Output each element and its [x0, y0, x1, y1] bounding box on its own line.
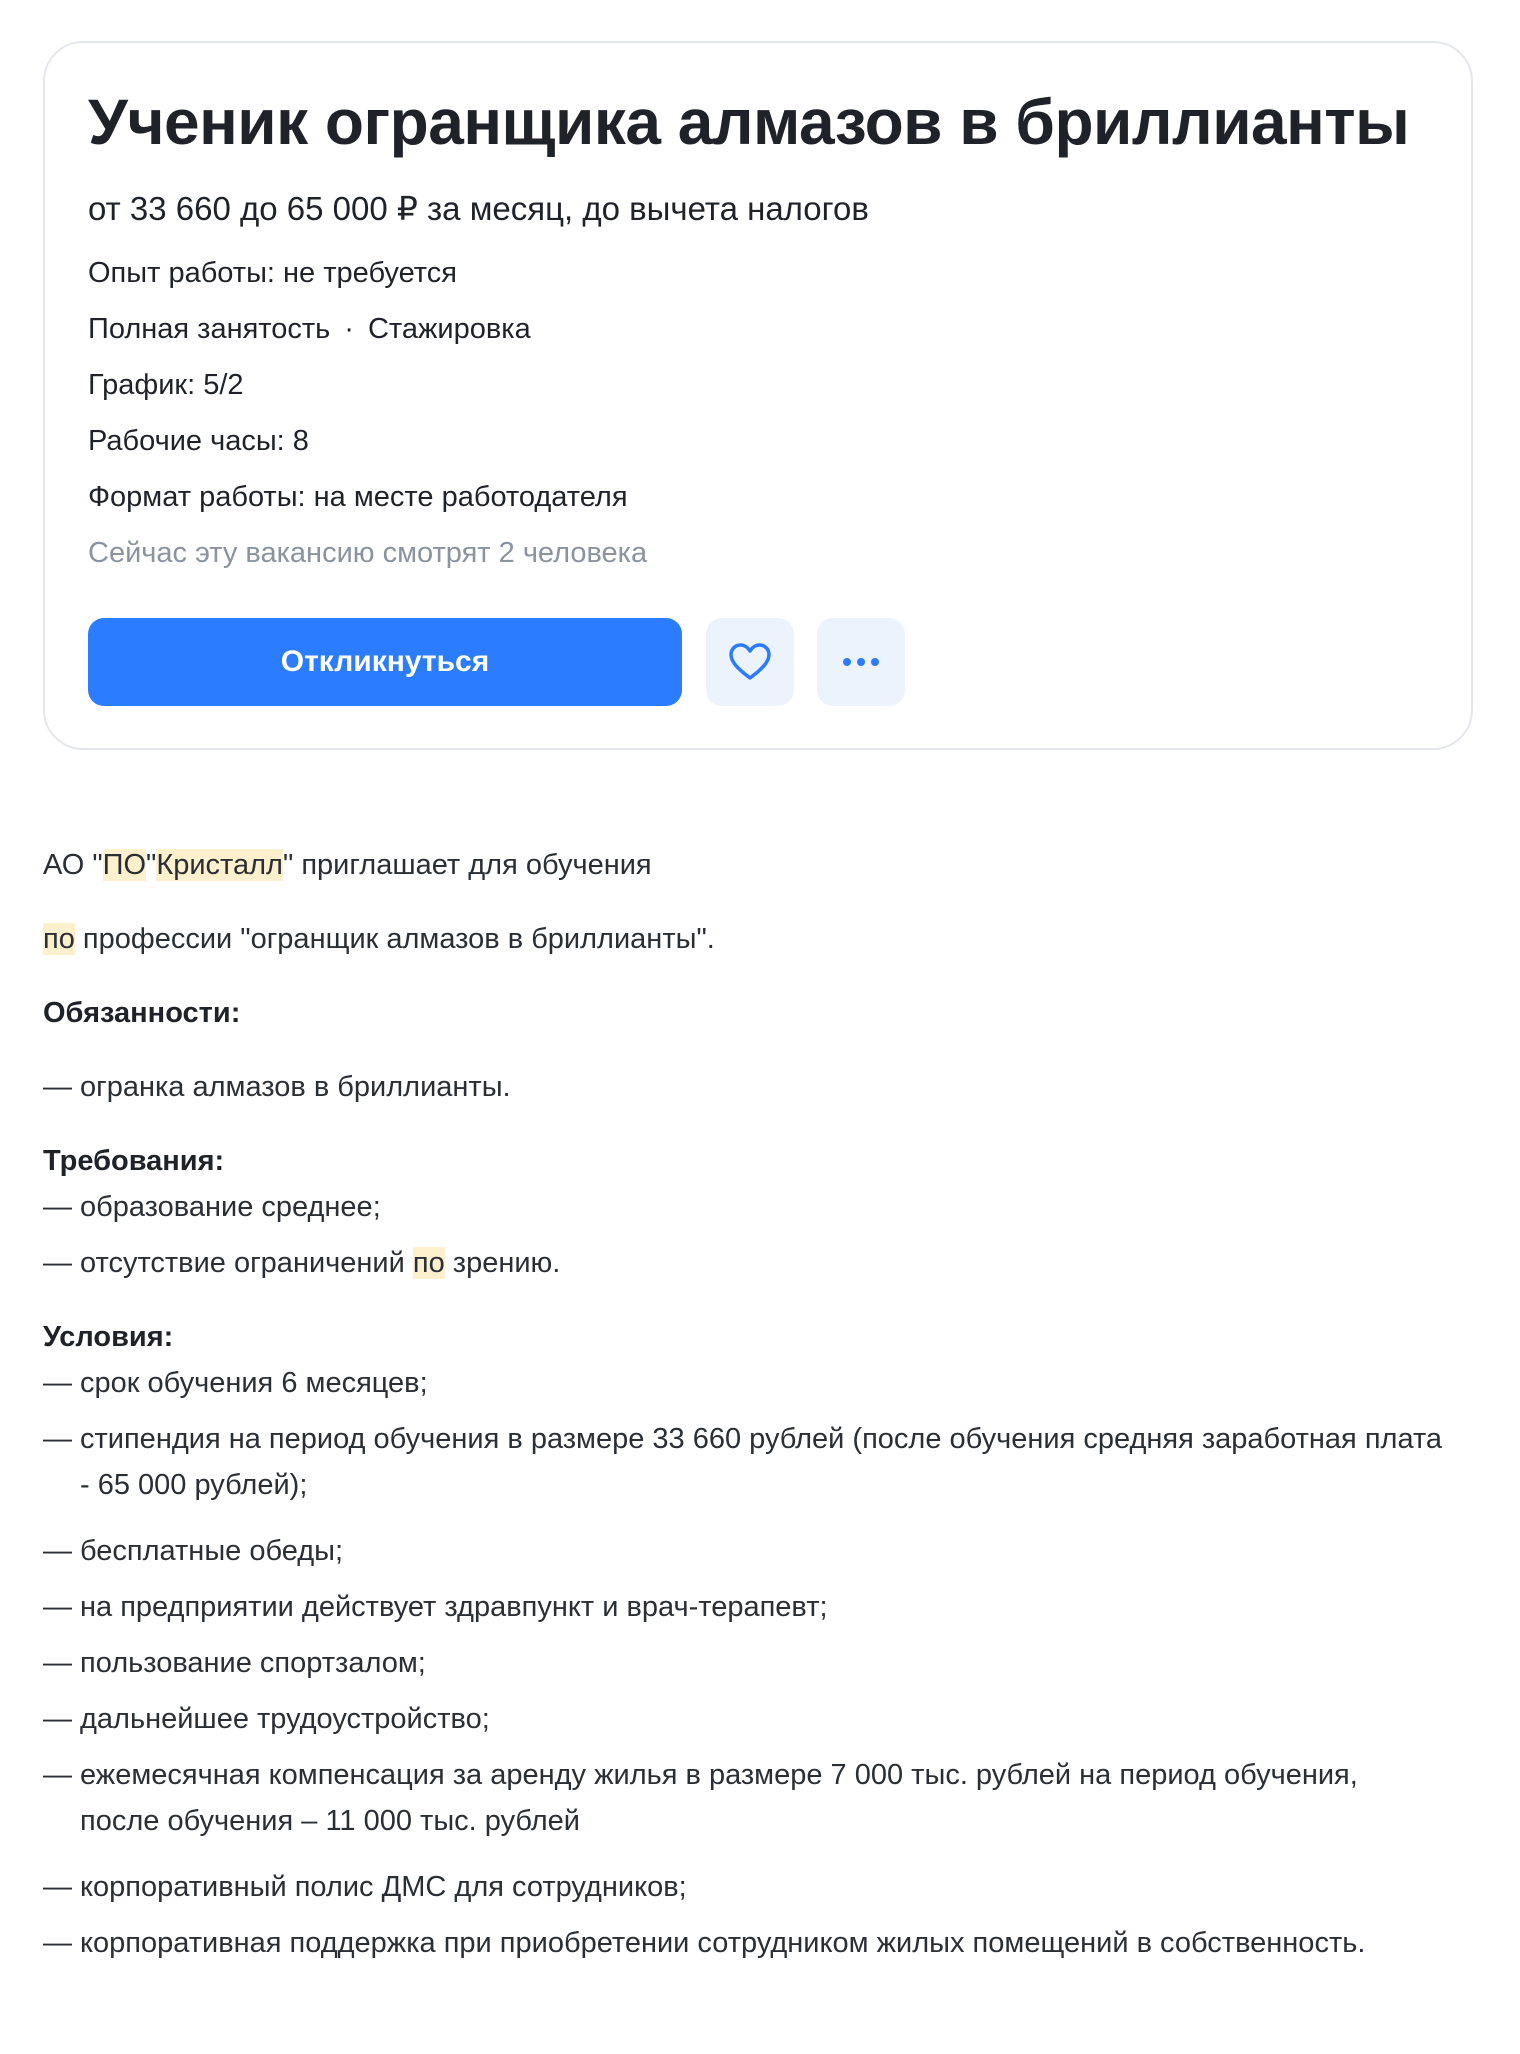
highlight: по	[412, 1247, 445, 1279]
heart-icon	[728, 642, 772, 682]
dash: —	[43, 1247, 72, 1279]
requirements-heading: Требования:	[43, 1145, 225, 1177]
employment-kind: Стажировка	[367, 313, 531, 345]
condition-text: бесплатные обеды;	[80, 1535, 344, 1567]
dash: —	[43, 1703, 72, 1735]
requirement-item	[43, 1184, 1443, 1230]
condition-item	[43, 1584, 1443, 1630]
condition-text: корпоративный полис ДМС для сотрудников;	[80, 1871, 687, 1903]
condition-text: ежемесячная компенсация за аренду жилья в размере 7 000 тыс. рублей на период обучения, после обучения – 11 000 тыс. рублей	[80, 1759, 1358, 1837]
condition-item	[43, 1416, 1443, 1508]
dash: —	[43, 1591, 72, 1623]
intro-text: " приглашает для обучения	[282, 849, 652, 881]
intro-text: АО "	[43, 849, 103, 881]
condition-item	[43, 1640, 1443, 1686]
intro-text: "	[146, 849, 157, 881]
conditions-heading: Условия:	[43, 1321, 174, 1353]
dash: —	[43, 1647, 72, 1679]
intro-text: профессии "огранщик алмазов в бриллианты".	[74, 923, 715, 955]
dash: —	[43, 1367, 72, 1399]
schedule: График: 5/2	[88, 369, 244, 401]
intro-line-2	[43, 916, 715, 962]
dash: —	[43, 1423, 72, 1455]
employment-separator: ·	[344, 313, 354, 345]
dash: —	[43, 1759, 72, 1791]
condition-text: пользование спортзалом;	[80, 1647, 426, 1679]
working-hours: Рабочие часы: 8	[88, 425, 309, 457]
vacancy-title: Ученик огранщика алмазов в бриллианты	[88, 86, 1410, 158]
duty-text: огранка алмазов в бриллианты.	[80, 1071, 511, 1103]
condition-item	[43, 1920, 1443, 1966]
condition-item	[43, 1696, 1443, 1742]
condition-text: срок обучения 6 месяцев;	[80, 1367, 428, 1399]
employment-row	[88, 313, 531, 346]
condition-item	[43, 1752, 1443, 1844]
viewers-count: Сейчас эту вакансию смотрят 2 человека	[88, 537, 648, 569]
duties-heading: Обязанности:	[43, 997, 241, 1029]
work-format: Формат работы: на месте работодателя	[88, 481, 628, 513]
condition-item	[43, 1864, 1443, 1910]
requirement-text: образование среднее;	[80, 1191, 381, 1223]
favorite-button[interactable]	[706, 618, 794, 706]
dash: —	[43, 1535, 72, 1567]
highlight: по	[43, 923, 75, 955]
requirement-text: зрению.	[444, 1247, 561, 1279]
vacancy-card	[43, 41, 1473, 750]
more-button[interactable]	[817, 618, 905, 706]
duty-item	[43, 1064, 1443, 1110]
dash: —	[43, 1071, 72, 1103]
condition-text: дальнейшее трудоустройство;	[80, 1703, 490, 1735]
experience: Опыт работы: не требуется	[88, 257, 457, 289]
dash: —	[43, 1191, 72, 1223]
employment-type: Полная занятость	[88, 313, 331, 345]
condition-item	[43, 1360, 1443, 1406]
highlight: Кристалл	[156, 849, 283, 881]
condition-text: стипендия на период обучения в размере 33 660 рублей (после обучения средняя заработная плата - 65 000 рублей);	[80, 1423, 1443, 1501]
intro-line-1	[43, 842, 652, 888]
more-dots-icon	[841, 657, 881, 667]
requirement-text: отсутствие ограничений	[80, 1247, 413, 1279]
requirement-item	[43, 1240, 1443, 1286]
condition-text: корпоративная поддержка при приобретении сотрудником жилых помещений в собственность.	[80, 1927, 1366, 1959]
apply-button[interactable]: Откликнуться	[88, 618, 682, 706]
dash: —	[43, 1927, 72, 1959]
condition-item	[43, 1528, 1443, 1574]
highlight: ПО	[102, 849, 147, 881]
condition-text: на предприятии действует здравпункт и врач-терапевт;	[80, 1591, 828, 1623]
dash: —	[43, 1871, 72, 1903]
salary: от 33 660 до 65 000 ₽ за месяц, до вычета налогов	[88, 190, 869, 227]
